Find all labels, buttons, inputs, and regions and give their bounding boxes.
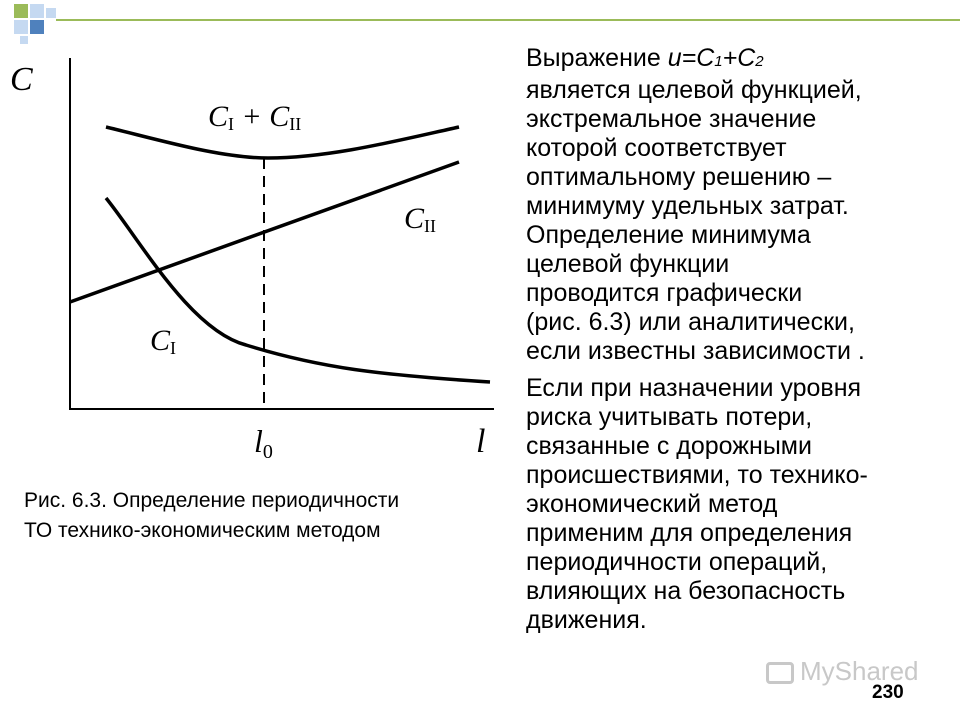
text-line: риска учитывать потери,	[526, 403, 813, 431]
caption-line: Рис. 6.3. Определение периодичности	[24, 489, 400, 512]
text-line: которой соответствует	[526, 134, 787, 162]
text-line: применим для определения	[526, 519, 853, 547]
figure-caption	[24, 486, 524, 546]
text-line: экономический метод	[526, 490, 778, 518]
text-line: Определение минимума	[526, 221, 811, 249]
text-line: происшествиями, то технико-	[526, 461, 868, 489]
deco-square-blue	[30, 20, 44, 34]
cost-diagram	[0, 40, 520, 480]
text-line: минимуму удельных затрат.	[526, 192, 849, 220]
text-line: Если при назначении уровня	[526, 374, 862, 402]
formula-sub2: 2	[755, 53, 764, 70]
text-line: связанные с дорожными	[526, 432, 812, 460]
deco-square-green	[14, 4, 28, 18]
presentation-icon	[766, 662, 794, 684]
formula-line	[526, 44, 956, 76]
text-line: проводится графически	[526, 279, 803, 307]
text-line: влияющих на безопасность	[526, 577, 846, 605]
body-text	[526, 44, 956, 635]
formula-main: u=C	[667, 44, 715, 72]
formula-plus: +C	[722, 44, 756, 72]
curve-cii-label: CII	[404, 202, 437, 236]
deco-square-light	[30, 4, 44, 18]
text-line: если известны зависимости .	[526, 337, 865, 365]
l0-label: l0	[254, 423, 273, 463]
deco-square-light	[14, 20, 28, 34]
text-line: является целевой функцией,	[526, 76, 862, 104]
formula-sub1: 1	[714, 53, 723, 70]
deco-square-light	[46, 8, 56, 18]
text-line: периодичности операций,	[526, 548, 828, 576]
text-line: оптимальному решению –	[526, 163, 832, 191]
y-axis-label: C	[10, 61, 33, 98]
text-line: (рис. 6.3) или аналитически,	[526, 308, 855, 336]
x-axis-label: l	[476, 423, 486, 460]
curve-sum-label: CI + CII	[208, 100, 302, 134]
curve-ci-label: CI	[150, 324, 177, 358]
text-line: движения.	[526, 606, 647, 634]
paragraph-2	[526, 374, 956, 635]
watermark-text: MyShared	[800, 656, 919, 686]
text-line: экстремальное значение	[526, 105, 817, 133]
paragraph-1	[526, 44, 956, 366]
text-line: целевой функции	[526, 250, 730, 278]
page-number: 230	[872, 682, 904, 703]
formula-prefix: Выражение	[526, 44, 668, 72]
caption-line: ТО технико-экономическим методом	[24, 519, 381, 542]
